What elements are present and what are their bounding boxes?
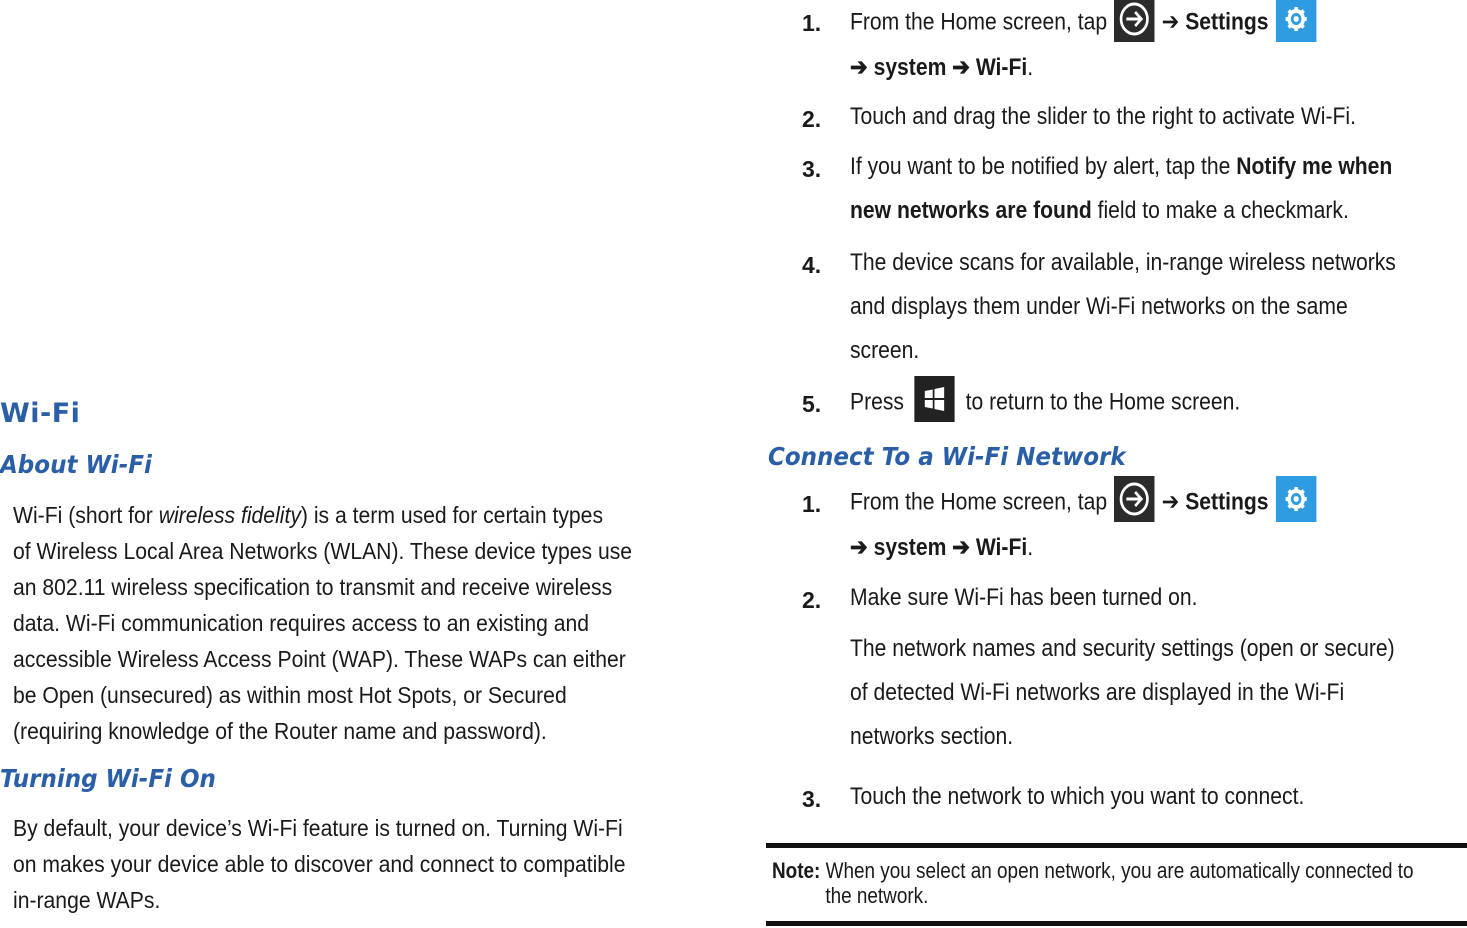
- about-paragraph: [13, 497, 632, 749]
- step-text: Press to return to the Home screen.: [850, 380, 1240, 426]
- note-label: Note:: [772, 858, 821, 883]
- gear-icon: [1276, 476, 1316, 522]
- step-number: 4.: [802, 252, 822, 278]
- turning-on-heading: Turning Wi-Fi On: [0, 764, 216, 793]
- step-text: Make sure Wi-Fi has been turned on.: [850, 584, 1198, 611]
- arrow-circle-icon: [1114, 476, 1154, 522]
- step-text: From the Home screen, tap ➔ Settings ➔ system ➔ Wi-Fi.: [850, 480, 1316, 570]
- about-line: data. Wi-Fi communication requires access to an existing and: [13, 610, 590, 636]
- about-line: (requiring knowledge of the Router name and password).: [13, 718, 547, 744]
- step-number: 3.: [802, 786, 822, 812]
- about-line: Wi-Fi (short for wireless fidelity) is a term used for certain types: [13, 502, 604, 528]
- section-title: Wi-Fi: [0, 398, 81, 429]
- about-line: an 802.11 wireless specification to transmit and receive wireless: [13, 574, 613, 600]
- step-number: 1.: [802, 10, 822, 36]
- about-heading: About Wi-Fi: [0, 450, 152, 479]
- about-line: accessible Wireless Access Point (WAP). These WAPs can either: [13, 646, 626, 672]
- step-text: If you want to be notified by alert, tap the Notify me when new networks are found field to make a checkmark.: [850, 153, 1393, 224]
- step-text: Touch and drag the slider to the right to activate Wi-Fi.: [850, 103, 1356, 130]
- connect-heading: Connect To a Wi-Fi Network: [768, 442, 1126, 471]
- step-number: 3.: [802, 156, 822, 182]
- note: Note: When you select an open network, you are automatically connected to the network.: [772, 858, 1414, 908]
- step-text: The device scans for available, in-range wireless networks and displays them under Wi-Fi networks on the same screen.: [850, 249, 1396, 364]
- arrow-circle-icon: [1114, 0, 1154, 42]
- step-text: From the Home screen, tap ➔ Settings ➔ system ➔ Wi-Fi.: [850, 0, 1316, 90]
- note-bottom-rule: [766, 921, 1467, 926]
- step-number: 2.: [802, 587, 822, 613]
- gear-icon: [1276, 0, 1316, 42]
- step-number: 5.: [802, 391, 822, 417]
- turning-on-line: By default, your device’s Wi-Fi feature is turned on. Turning Wi-Fi: [13, 815, 623, 841]
- about-line: of Wireless Local Area Networks (WLAN). These device types use: [13, 538, 633, 564]
- step-number: 2.: [802, 106, 822, 132]
- windows-start-icon: [915, 376, 955, 422]
- turning-on-line: on makes your device able to discover and connect to compatible: [13, 851, 626, 877]
- about-line: be Open (unsecured) as within most Hot Spots, or Secured: [13, 682, 567, 708]
- step-number: 1.: [802, 491, 822, 517]
- step-subtext: The network names and security settings (open or secure) of detected Wi-Fi networks are displayed in the Wi-Fi networks section.: [850, 635, 1395, 750]
- step-text: Touch the network to which you want to connect.: [850, 783, 1305, 810]
- turning-on-paragraph: [13, 810, 626, 918]
- turning-on-line: in-range WAPs.: [13, 887, 161, 913]
- note-top-rule: [766, 843, 1467, 848]
